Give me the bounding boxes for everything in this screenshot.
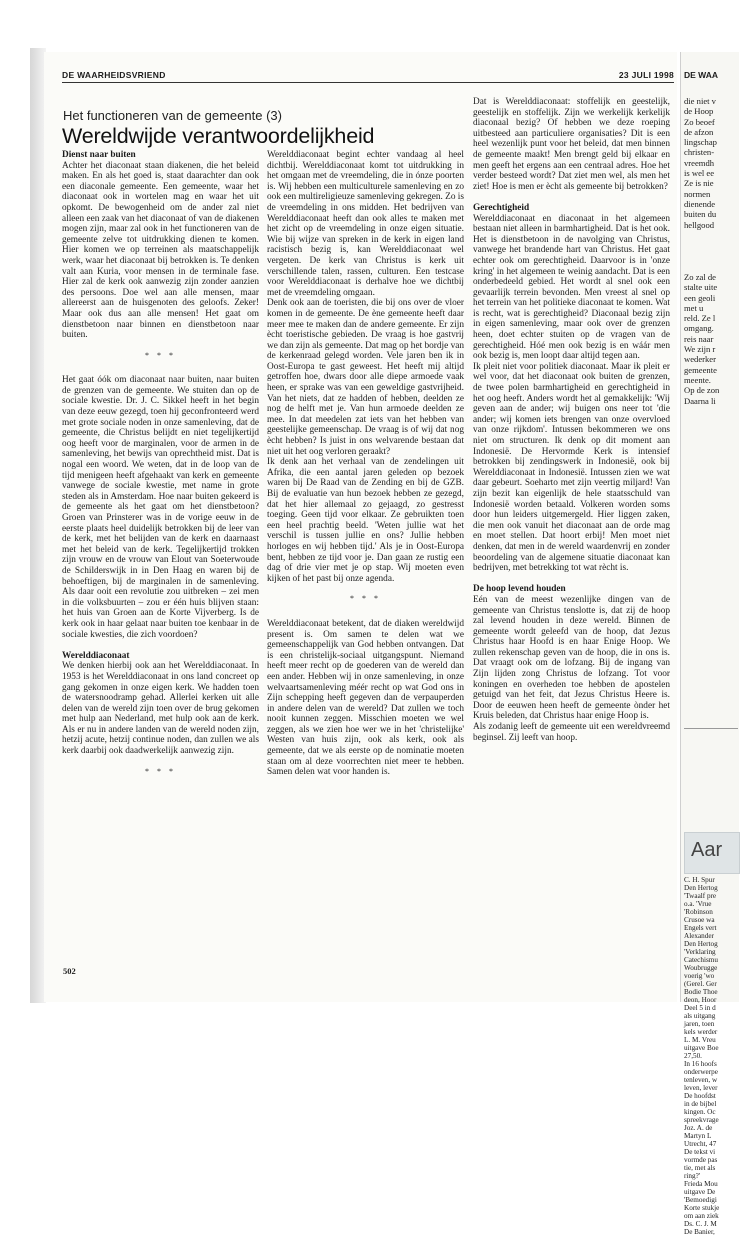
next-page-line: Den Hertog xyxy=(684,940,718,948)
next-page-line: de afzon xyxy=(684,126,714,137)
publication-name: DE WAARHEIDSVRIEND xyxy=(62,70,166,80)
next-page-line: vreemdh xyxy=(684,157,715,168)
running-header xyxy=(62,68,674,83)
article-column-2 xyxy=(267,150,464,960)
subheading-gerechtigheid: Gerechtigheid xyxy=(473,202,530,213)
next-page-line: is wel ee xyxy=(684,168,715,179)
paragraph: Eén van de meest wezenlijke dingen van de gemeente van Christus tenslotte is, dat zij de hoop zal levend houden in deze wereld. Binnen de gemeente wordt geleefd van de hoop, dat Jezus Christus haar Hoofd is en haar Enige Hoop. We zullen rekenschap geven van de hoop, die in ons is. Dat vraagt ook om de lofzang. Bij de ingang van Zijn lijden zong Christus de lofzang. Tot voor koningen en overheden toe hebben de apostelen getuigd van het feit, dat Jezus Christus Heere is. Door de eeuwen heen heeft de gemeente ònder het Kruis beleden, dat Christus haar enige Hoop is. xyxy=(473,594,670,722)
next-page-line: een geoli xyxy=(684,292,716,303)
next-page-line: voerig 'wo xyxy=(684,972,715,980)
next-page-line: spreekvrage xyxy=(684,1116,719,1124)
next-page-line: L. M. Vreu xyxy=(684,1036,716,1044)
article-kicker: Het functioneren van de gemeente (3) xyxy=(63,108,282,123)
subheading-dienst-naar-buiten: Dienst naar buiten xyxy=(62,150,136,160)
next-page-column-bottom xyxy=(684,876,744,1236)
next-page-line: buiten du xyxy=(684,209,717,220)
section-divider: * * * xyxy=(350,594,381,604)
next-page-line: leven, lever xyxy=(684,1084,718,1092)
paragraph: Achter het diaconaat staan diakenen, die het beleid maken. En als het goed is, staat daarachter dan ook een diaconale gemeente. Een gemeente, waar het diaconaat ook in wortelen mag en waar het uit opkomt. De bewogenheid om de ander zal niet alleen een zaak van het diaconaat of van de diakenen mogen zijn, maar zal ook in het functioneren van de gemeente zelve tot uitdrukking dienen te komen. Hier komen we op terreinen als maatschappelijk werk, waar het diaconaat bij betrokken is. Te denken valt aan Kuria, voor mensen in de terminale fase. Hier zal de kerk ook aanwezig zijn zonder aanzien des persoons. Doe wel aan alle mensen, maar allereerst aan de huisgenoten des geloofs. Zeker! Maar ook dus aan alle mensen! Het gaat om dienstbetoon naar binnen en dienstbetoon naar buiten. xyxy=(62,160,259,341)
next-page-line: Ds. C. J. M xyxy=(684,1220,717,1228)
paragraph: Denk ook aan de toeristen, die bij ons over de vloer komen in de gemeente. De ène gemeente heeft daar meer mee te maken dan de andere gemeente. Er zijn ècht toeristische gebieden. De vraag is hoe gastvrij we dan zijn als gemeente. Dat mag op het bordje van de kerkenraad gelegd worden. Vele jaren ben ik in Oost-Europa te gast geweest. Het heeft mij altijd getroffen hoe, dwars door alle diepe armoede vaak heen, er sprake was van een geweldige gastvrijheid. Van het niets, dat ze hadden of hebben, deelden ze nog de helft met je. Van hun armoede deelden ze mee. In dat meedelen zat iets van het hebben van geestelijke gemeenschap. De vraag is of wij dat nog ècht hebben? Is juist in ons welvarende bestaan dat niet uit het oog verloren geraakt? xyxy=(267,298,464,457)
next-page-line: 'Twaalf pre xyxy=(684,892,717,900)
next-page-line: Alexander xyxy=(684,932,714,940)
next-page-line: stalte uite xyxy=(684,282,718,293)
next-page-line: Frieda Mou xyxy=(684,1180,718,1188)
next-page-line: Joz. A. de xyxy=(684,1124,713,1132)
next-page-line: de Hoop xyxy=(684,106,714,117)
next-page-line: Zo zal de xyxy=(684,272,716,282)
paragraph: Werelddiaconaat betekent, dat de diaken wereldwijd present is. Om samen te delen wat we gemeenschappelijk van God hebben ontvangen. Dat is een christelijk-sociaal uitgangspunt. Niemand heeft meer recht op de goederen van de wereld dan een ander. Hebben wij in onze samenleving, in onze welvaartsamenleving méér recht op wat God ons in Zijn schepping heeft gegeven dan de verpauperden in andere delen van de wereld? Dat zullen we toch nooit kunnen zeggen. Misschien moeten we wel zeggen, als we zien hoe wer we in het 'christelijke' Westen van huis zijn, ook als kerk, ook als gemeente, dat we als eerste op de nominatie moeten staan om al deze voorrechten niet meer te hebben. Samen delen wat voor handen is. xyxy=(267,618,464,778)
next-page-line: wederker xyxy=(684,354,716,365)
next-page-line: uitgave De xyxy=(684,1188,716,1196)
next-page-line: We zijn r xyxy=(684,344,716,355)
next-page-line: meente. xyxy=(684,374,711,385)
next-page-line: Zo beoef xyxy=(684,116,715,127)
next-page-line: hellgood xyxy=(684,219,715,230)
next-page-line: christen- xyxy=(684,147,715,158)
paragraph: We denken hierbij ook aan het Werelddiaconaat. In 1953 is het Werelddiaconaat in ons land concreet op gang gekomen in onze eigen kerk. We hadden toen de watersnoodramp gehad. Allerlei kerken uit alle delen van de wereld zijn toen over de brug gekomen met hulp aan Nederland, met hulp ook aan de kerk. Als er nu in andere landen van de wereld noden zijn, hetzij acute, hetzij continue noden, dan zullen we als kerk daarbij ook daadwerkelijk aanwezig zijn. xyxy=(62,661,259,757)
next-page-line: Crusoe wa xyxy=(684,916,715,924)
next-page-line: reis naar xyxy=(684,333,714,344)
next-page-line: 'Robinson xyxy=(684,908,713,916)
next-page-line: Op de zon xyxy=(684,385,720,396)
next-page-line: Daarna li xyxy=(684,395,716,406)
next-page-line: Ze is nie xyxy=(684,178,714,189)
article-column-3 xyxy=(473,97,670,962)
next-page-line: o.a. 'Vrue xyxy=(684,900,712,908)
next-page-line: Utrecht, 47 xyxy=(684,1140,717,1148)
next-page-line: Korte stukje xyxy=(684,1204,720,1212)
next-page-column-top xyxy=(684,96,744,230)
next-page-line: die niet v xyxy=(684,96,716,106)
next-page-line: Engels vert xyxy=(684,924,717,932)
next-page-line: 27,50. xyxy=(684,1052,702,1060)
next-page-line: met u xyxy=(684,302,704,313)
next-page-line: dienende xyxy=(684,198,716,209)
next-page-line: Deel 5 in d xyxy=(684,1004,716,1012)
next-page-line: Martyn L xyxy=(684,1132,712,1140)
next-page-header: DE WAA xyxy=(684,70,718,80)
paragraph: Werelddiaconaat en diaconaat in het algemeen bestaan niet alleen in barmhartigheid. Dat is het ook. Het is dienstbetoon in de navolging van Christus, vanwege het brandende hart van Christus. Het gaat echter ook om gerechtigheid. Daarvoor is in 'onze kring' in het algemeen te weinig aandacht. Dat is een onderbedeeld gebied. Het wordt al snel ook een gevaarlijk terrein bevonden. Men vreest al snel op het terrein van het politieke diaconaat te komen. Wat is recht, wat is gerechtigheid? Diaconaal bezig zijn in eigen samenleving, maar ook over de grenzen heen, doet echter stuiten op de vragen van de gerechtigheid. Hóé men ook bezig is en wáár men ook bezig is, men loopt daar altijd tegen aan. xyxy=(473,213,670,362)
next-page-line: uitgave Boe xyxy=(684,1044,719,1052)
paragraph: Als zodanig leeft de gemeente uit een wereldvreemd beginsel. Zij leeft van hoop. xyxy=(473,722,670,743)
next-page-line: kingen. Oc xyxy=(684,1108,716,1116)
next-page-line: gemeente xyxy=(684,364,717,375)
next-page-banner xyxy=(684,832,740,874)
next-page-line: Den Hertog xyxy=(684,884,718,892)
next-page-rule xyxy=(684,728,738,729)
article-column-1 xyxy=(62,150,259,960)
next-page-line: normen xyxy=(684,188,711,199)
section-divider: * * * xyxy=(145,766,176,776)
next-page-line: De hoofdst xyxy=(684,1092,716,1100)
next-page-line: deon, Hoor xyxy=(684,996,717,1004)
next-page-line: Bodie Thoe xyxy=(684,988,718,996)
next-page-line: omgang. xyxy=(684,323,714,334)
next-page-line: De Banier, xyxy=(684,1228,715,1236)
section-divider: * * * xyxy=(145,350,176,360)
next-page-line: onderwerpe xyxy=(684,1068,718,1076)
next-page-line: om aan ziek xyxy=(684,1212,719,1220)
next-page-banner-text: Aar xyxy=(691,839,723,861)
next-page-line: als uitgang xyxy=(684,1012,716,1020)
next-page-line: tenleven, w xyxy=(684,1076,718,1084)
page-number: 502 xyxy=(63,966,76,976)
subheading-werelddiaconaat: Werelddiaconaat xyxy=(62,650,130,661)
next-page-line: kels werder xyxy=(684,1028,718,1036)
next-page-line: jaren, toen xyxy=(684,1020,715,1028)
next-page-line: Catechismu xyxy=(684,956,718,964)
subheading-de-hoop-levend-houden: De hoop levend houden xyxy=(473,584,566,595)
paragraph: Werelddiaconaat begint echter vandaag al heel dichtbij. Werelddiaconaat komt tot uitdrukking in het omgaan met de vreemdeling, die in ónze poorten is. Wij hebben een multiculturele samenleving en zo ook een multireligieuze samenleving gekregen. Zo is de vreemdeling in ons midden. Het bedrijven van Werelddiaconaat heeft dan ook alles te maken met het zicht op de vreemdeling in onze eigen situatie. Wie bij wijze van spreken in de kerk in eigen land racistisch bezig is, kan Werelddiaconaat wel vergeten. De kerk van Christus is kerk uit verschillende talen, rassen, culturen. Een testcase voor Werelddiaconaat is derhalve hoe we dichtbij met de vreemdeling omgaan. xyxy=(267,150,464,298)
next-page-line: C. H. Spur xyxy=(684,876,715,884)
paragraph: Het gaat óók om diaconaat naar buiten, naar buiten de grenzen van de gemeente. We stuiten dan op de sociale kwestie. Dr. J. C. Sikkel heeft in het begin van deze eeuw gezegd, toen hij geconfronteerd werd met grote sociale noden in onze samenleving, dat de gemeente, die Christus belijdt en niet tegelijkertijd oog heeft voor de marginalen, voor de armen in de samenleving, het bewijs van oprechtheid mist. Dat is nogal een woord. We weten, dat in de loop van de tijd menigeen heeft afgehaakt van kerk en gemeente vanwege de sociale kwestie, met name in grote steden als in Amsterdam. Hoe naar buiten gekeerd is de gemeente als het gaat om het dienstbetoon? Groen van Prinsterer was in de vorige eeuw in de eerste plaats heel duidelijk betrokken bij de leer van de kerk, met het belijden van de kerk en daarnaast met het beleid van de kerk. Tegelijkertijd trokken zijn vrouw en de vrouw van Elout van Soeterwoude de Schilderswijk in in Den Haag en waren bij de behoeftigen, bij de marginalen in de samenleving. Als daar ooit een revolutie zou uitbreken – zei men in die volksbuurten – zou er één huis blijven staan: het huis van Groen aan de Korte Vijverberg. Is de kerk ook in haar gelaat naar buiten toe kenbaar in de sociale kwesties, die zich voordoen? xyxy=(62,375,259,640)
issue-date: 23 JULI 1998 xyxy=(618,70,674,80)
next-page-line: (Gerel. Ger xyxy=(684,980,717,988)
article-title: Wereldwijde verantwoordelijkheid xyxy=(62,124,375,148)
next-page-line: tie, met als xyxy=(684,1164,716,1172)
next-page-column-middle xyxy=(684,272,744,406)
paragraph: Ik denk aan het verhaal van de zendelingen uit Afrika, die een aantal jaren geleden op bezoek waren bij De Raad van de Zending en bij de GZB. Bij de evaluatie van hun bezoek hebben ze gezegd, dat het hier allemaal zo gejaagd, zo gestresst toeging. Geen tijd voor elkaar. Ze gebruikten toen een heel prachtig beeld. 'Weten jullie wat het verschil is tussen jullie en ons? Jullie hebben horloges en wij hebben tijd.' Als je in Oost-Europa bent, hebben ze tijd voor je. Dan gaan ze rustig een dag of drie vier met je op stap. Wij moeten even kijken of het past bij onze agenda. xyxy=(267,457,464,584)
next-page-line: In 16 hoofs xyxy=(684,1060,717,1068)
next-page-line: Woubrugge xyxy=(684,964,718,972)
next-page-line: De tekst vi xyxy=(684,1148,716,1156)
next-page-line: lingschap xyxy=(684,137,717,148)
paragraph: Dat is Werelddiaconaat: stoffelijk en geestelijk, geestelijk en stoffelijk. Zijn we werkelijk kerkelijk diaconaal bezig? Of hebben we deze roeping uitbesteed aan particuliere organisaties? Dit is een heel wezenlijk punt voor het beleid, dat men binnen de gemeente maakt! Men brengt geld bij elkaar en men geeft het ergens aan een centraal adres. Hoe het verder besteed wordt? Dat ziet men wel, als men het ziet! Hoe is men er ècht als gemeente bij betrokken? xyxy=(473,97,670,192)
next-page-line: vormde pas xyxy=(684,1156,718,1164)
next-page-line: in de bijbel xyxy=(684,1100,717,1108)
next-page-line: 'Bemoedigi xyxy=(684,1196,717,1204)
paragraph: Ik pleit niet voor politiek diaconaat. Maar ik pleit er wel voor, dat het diaconaat ook buiten de grenzen, de twee polen barmhartigheid en gerechtigheid in het oog heeft. Anders wordt het al gemakkelijk: 'Wij geven aan de ander; wij buigen ons neer tot 'die ander; wij komen iets brengen van onze overvloed van onze rijkdom'. Intussen bekommeren we ons niet om structuren. Ik denk op dit moment aan Indonesië. De Hervormde Kerk is intensief betrokken bij zendingswerk in Indonesië, ook bij Werelddiaconaat in Indonesië. Intussen zien we wat daar gebeurt. Soeharto met zijn veertig miljard! Van zijn bezit kan eigenlijk de hele staatsschuld van Indonesië worden betaald. Volkeren worden soms door hun leiders uitgemergeld. Hier liggen zaken, die men ook vanuit het diaconaat aan de orde mag en moet stellen. Dat hoort erbij! Men moet niet denken, dat men in de wereld waardenvrij en zonder beoordeling van de algemene situatie diaconaat kan bedrijven, met betrekking tot wat rècht is. xyxy=(473,361,670,574)
next-page-line: ring?' xyxy=(684,1172,701,1180)
next-page-line: 'Verklaring xyxy=(684,948,716,956)
next-page-line: reld. Ze l xyxy=(684,313,716,324)
